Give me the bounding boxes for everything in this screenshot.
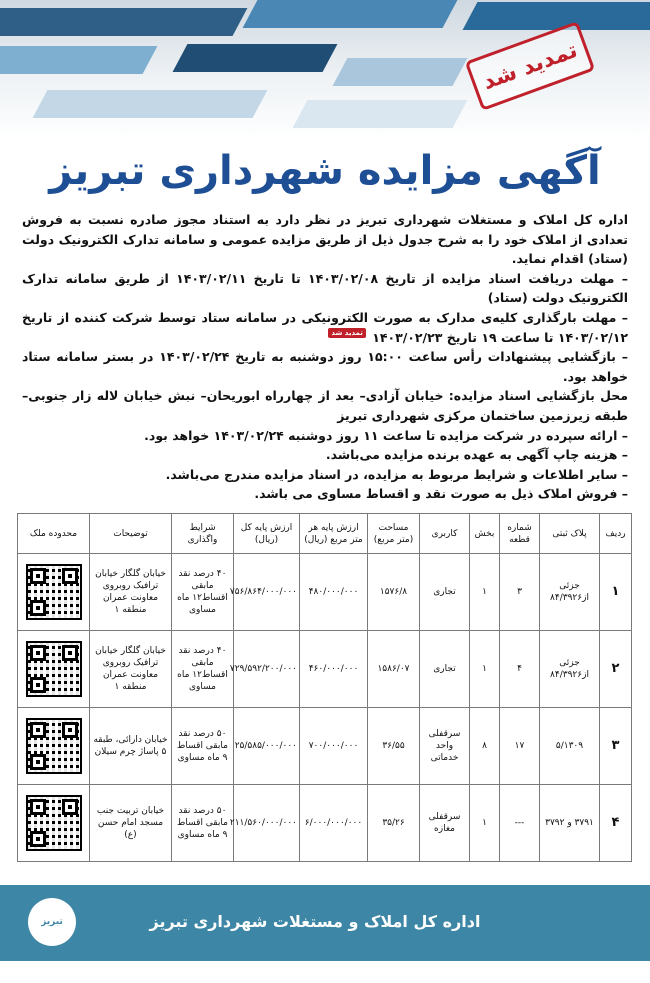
table-cell: ۲۱۱/۵۶۰/۰۰۰/۰۰۰: [234, 785, 300, 862]
page-title: آگهی مزایده شهرداری تبریز: [49, 148, 601, 194]
table-cell: تجاری: [420, 631, 470, 708]
table-cell: ۴۸۰/۰۰۰/۰۰۰: [300, 554, 368, 631]
column-header: ردیف: [600, 514, 632, 554]
table-cell: سرقفلی واحد خدماتی: [420, 708, 470, 785]
table-cell: خیابان گلگار خیابان ترافیک روبروی معاونت عمران منطقه ۱: [90, 631, 172, 708]
list-item: – فروش املاک ذیل به صورت نقد و اقساط مساوی می باشد.: [254, 486, 628, 502]
table-cell: ۴۰ درصد نقد مابقی اقساط۱۲ ماه مساوی: [172, 631, 234, 708]
qr-code-icon[interactable]: [26, 795, 82, 851]
banner-stripe: [293, 100, 468, 128]
banner-stripe: [463, 2, 650, 30]
table-row: [18, 631, 632, 708]
column-header: مساحت (متر مربع): [368, 514, 420, 554]
list-item-text: – مهلت بارگذاری کلیه‌ی مدارک به صورت الکترونیکی در سامانه ستاد توسط شرکت کننده از تاریخ ۱۴۰۳/۰۲/۱۲ تا ساعت ۱۹ تاریخ ۱۴۰۳/۰۲/۲۳: [22, 309, 628, 345]
table-row: [18, 708, 632, 785]
banner-stripe: [333, 58, 468, 86]
table-row: [18, 785, 632, 862]
list-item: محل بازگشایی اسناد مزایده: خیابان آزادی– بعد از چهارراه ابوریحان– نبش خیابان لاله زار جنوبی– طبقه زیرزمین ساختمان مرکزی شهرداری تبریز: [22, 388, 628, 423]
table-cell: [18, 631, 90, 708]
table-cell: ۳: [600, 708, 632, 785]
footer-bar: [0, 885, 650, 961]
banner-stripe: [0, 46, 157, 74]
table-cell: سرقفلی مغازه: [420, 785, 470, 862]
column-header: ارزش پایه کل (ریال): [234, 514, 300, 554]
column-header: شرایط واگذاری: [172, 514, 234, 554]
table-cell: [18, 554, 90, 631]
municipality-logo-icon: [28, 898, 76, 946]
list-item: – سایر اطلاعات و شرایط مربوط به مزایده، در اسناد مزایده مندرج می‌باشد.: [165, 466, 628, 482]
qr-code-icon[interactable]: [26, 641, 82, 697]
table-cell: ۱: [470, 554, 500, 631]
table-cell: ۵۰ درصد نقد مابقی اقساط ۹ ماه مساوی: [172, 785, 234, 862]
table-cell: ۲: [600, 631, 632, 708]
table-header-row: [18, 514, 632, 554]
table-cell: [18, 708, 90, 785]
table-cell: ۴: [500, 631, 540, 708]
table-cell: ---: [500, 785, 540, 862]
list-item: – هزینه چاپ آگهی به عهده برنده مزایده می‌باشد.: [325, 447, 628, 463]
table-cell: خیابان تربیت جنب مسجد امام حسن (ع): [90, 785, 172, 862]
banner-stripe: [33, 90, 268, 118]
table-cell: خیابان گلگار خیابان ترافیک روبروی معاونت عمران منطقه ۱: [90, 554, 172, 631]
list-item: [22, 308, 628, 347]
announcement-body: [22, 210, 628, 504]
table-cell: ۳۵/۲۶: [368, 785, 420, 862]
banner-stripe: [173, 44, 338, 72]
properties-table-wrap: [18, 513, 632, 862]
column-header: ارزش پایه هر متر مربع (ریال): [300, 514, 368, 554]
table-cell: ۷۲۹/۵۹۲/۲۰۰/۰۰۰: [234, 631, 300, 708]
table-cell: ۸: [470, 708, 500, 785]
table-cell: جزئی از۸۴/۳۹۲۶: [540, 631, 600, 708]
table-cell: ۱۵۷۶/۸: [368, 554, 420, 631]
table-cell: ۱: [600, 554, 632, 631]
qr-code-icon[interactable]: [26, 564, 82, 620]
table-cell: ۷۵۶/۸۶۴/۰۰۰/۰۰۰: [234, 554, 300, 631]
list-item: – ارائه سپرده در شرکت مزایده تا ساعت ۱۱ روز دوشنبه ۱۴۰۳/۰۲/۲۴ خواهد بود.: [144, 427, 628, 443]
column-header: شماره قطعه: [500, 514, 540, 554]
table-cell: ۳۷۹۱ و ۳۷۹۲: [540, 785, 600, 862]
table-cell: ۱: [470, 785, 500, 862]
table-cell: ۴۰ درصد نقد مابقی اقساط۱۲ ماه مساوی: [172, 554, 234, 631]
stamp-text: تمدید شد: [479, 37, 581, 95]
column-header: محدوده ملک: [18, 514, 90, 554]
table-cell: ۱: [470, 631, 500, 708]
extended-stamp: [465, 21, 596, 111]
banner-stripe: [0, 8, 247, 36]
list-item: – مهلت دریافت اسناد مزایده از تاریخ ۱۴۰۳/۰۲/۰۸ تا تاریخ ۱۴۰۳/۰۲/۱۱ از طریق سامانه تدارک الکترونیک دولت (ستاد): [22, 270, 628, 306]
table-cell: ۱۵۸۶/۰۷: [368, 631, 420, 708]
table-cell: جزئی از۸۴/۳۹۲۶: [540, 554, 600, 631]
column-header: کاربری: [420, 514, 470, 554]
list-item: – بازگشایی پیشنهادات رأس ساعت ۱۵:۰۰ روز دوشنبه به تاریخ ۱۴۰۳/۰۲/۲۴ در بستر سامانه ستاد خواهد بود.: [22, 349, 628, 384]
table-cell: ۵۰ درصد نقد مابقی اقساط ۹ ماه مساوی: [172, 708, 234, 785]
table-cell: ۲۵/۵۸۵/۰۰۰/۰۰۰: [234, 708, 300, 785]
table-cell: ۳۶/۵۵: [368, 708, 420, 785]
table-cell: تجاری: [420, 554, 470, 631]
extended-tag: تمدید شد: [328, 328, 365, 338]
qr-code-icon[interactable]: [26, 718, 82, 774]
table-cell: ۵/۱۳۰۹: [540, 708, 600, 785]
footer-text: اداره کل املاک و مستغلات شهرداری تبریز: [149, 912, 481, 931]
table-cell: ۷۰۰/۰۰۰/۰۰۰: [300, 708, 368, 785]
table-cell: [18, 785, 90, 862]
intro-paragraph: اداره کل املاک و مستغلات شهرداری تبریز در نظر دارد به استناد مجوز صادره نسبت به فروش تعدادی از املاک خود را به شرح جدول ذیل از طریق مزایده عمومی و سامانه تدارک الکترونیک دولت (ستاد) اقدام نماید.: [22, 212, 628, 267]
column-header: بخش: [470, 514, 500, 554]
banner-stripe: [243, 0, 458, 28]
logo-text: تبریز: [41, 917, 63, 927]
table-cell: ۱۷: [500, 708, 540, 785]
column-header: توضیحات: [90, 514, 172, 554]
table-cell: ۳: [500, 554, 540, 631]
table-row: [18, 554, 632, 631]
properties-table: [17, 513, 632, 862]
header-banner: [0, 0, 650, 140]
table-cell: خیابان دارائی، طبقه ۵ پاساژ چرم سیلان: [90, 708, 172, 785]
table-cell: ۴: [600, 785, 632, 862]
table-cell: ۶/۰۰۰/۰۰۰/۰۰۰: [300, 785, 368, 862]
column-header: پلاک ثبتی: [540, 514, 600, 554]
table-cell: ۴۶۰/۰۰۰/۰۰۰: [300, 631, 368, 708]
